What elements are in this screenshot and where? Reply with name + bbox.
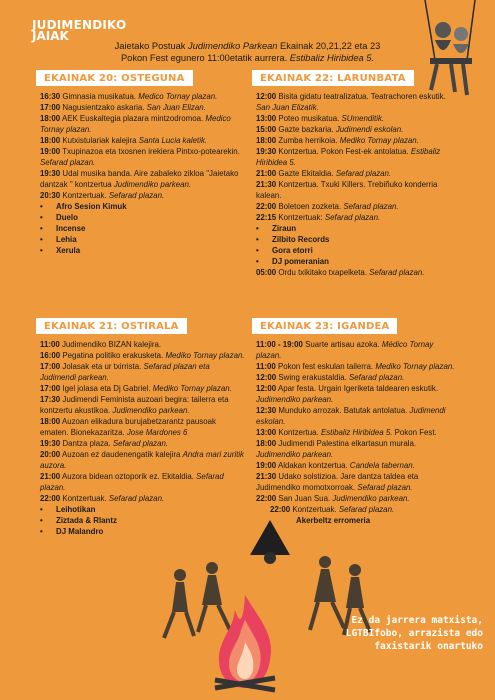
- schedule-event: [40, 471, 245, 493]
- band-item: [40, 245, 245, 256]
- event-description: Kontzertua. Pokon Fest-ek antolatua.: [276, 147, 411, 156]
- event-location: SUmenditik.: [341, 114, 385, 123]
- event-description: Kontzertuak.: [60, 191, 109, 200]
- event-time: 13:00: [256, 428, 277, 437]
- band-item: [40, 234, 245, 245]
- logo-line-2: JAIAK: [32, 29, 69, 44]
- event-time: 17:00: [40, 362, 61, 371]
- schedule-event: [256, 146, 456, 168]
- event-description: Jolasak eta ur txirrista.: [60, 362, 144, 371]
- event-location: San Juan Elizan.: [146, 103, 206, 112]
- bullet-icon: •: [40, 505, 43, 514]
- event-time: 21:00: [256, 169, 277, 178]
- band-name: Duelo: [56, 213, 78, 222]
- event-location: Mediko Tornay plazan.: [339, 136, 419, 145]
- event-time: 12:30: [256, 406, 277, 415]
- event-location: San Juan Elizatik.: [256, 103, 319, 112]
- event-location: Santa Lucia kaletik.: [138, 136, 208, 145]
- band-name: Leihotikan: [56, 505, 96, 514]
- bullet-icon: •: [40, 246, 43, 255]
- event-time: 20:30: [40, 191, 61, 200]
- event-location: Candela tabernan.: [349, 461, 415, 470]
- schedule-event: [40, 361, 245, 383]
- schedule-event: [256, 427, 456, 438]
- event-location: Medico Tornay plazan.: [138, 92, 218, 101]
- event-time: 22:15: [256, 213, 277, 222]
- event-description: Auzoan ez daudenengatik kalejira: [60, 450, 183, 459]
- schedule-event: [40, 350, 245, 361]
- event-description: Judimendi Feminista auzoari begira: tailerra eta kontzertu akustikoa.: [40, 395, 229, 415]
- event-time: 22:00: [40, 494, 61, 503]
- schedule-event: [40, 416, 245, 438]
- event-location: Sefarad plazan.: [349, 373, 405, 382]
- event-time: 17:00: [40, 103, 61, 112]
- schedule-event: [40, 135, 245, 146]
- day-title: EKAINAK 22: LARUNBATA: [252, 70, 414, 86]
- event-description: Gazte bazkaria.: [276, 125, 336, 134]
- event-location: Medico Tornay plazan.: [40, 114, 231, 134]
- schedule-event: [40, 146, 245, 168]
- code-of-conduct-notice: Ez da jarrera matxista, LGTBIfobo, arrazista edo faxistarik onartuko: [345, 615, 483, 652]
- event-time: 19:00: [256, 461, 277, 470]
- event-description: Txupinazoa eta txosnen irekiera Pintxo-potearekin.: [60, 147, 240, 156]
- event-location: Sefarad plazan.: [357, 483, 413, 492]
- bullet-icon: •: [40, 202, 43, 211]
- day-title: EKAINAK 21: OSTIRALA: [36, 318, 187, 334]
- band-name: Incense: [56, 224, 86, 233]
- event-description: Poteo musikatua.: [276, 114, 342, 123]
- schedule-event: [256, 267, 456, 278]
- event-description: AEK Euskaltegia plazara mintzodromoa.: [60, 114, 206, 123]
- bullet-icon: •: [256, 224, 259, 233]
- event-description: Suarte artisau azoka.: [302, 340, 382, 349]
- event-time: 18:00: [40, 136, 61, 145]
- event-time: 11:00: [40, 340, 60, 349]
- event-time: 05:00: [256, 268, 277, 277]
- event-time: 21:00: [40, 472, 61, 481]
- schedule-event: [256, 124, 456, 135]
- band-name: Zilbito Records: [272, 235, 330, 244]
- schedule-event: [256, 179, 456, 201]
- day-section-sunday: [256, 318, 456, 526]
- event-description: Kontzertuak.: [60, 494, 109, 503]
- event-time: 18:00: [40, 417, 61, 426]
- event-location: Mediko Tornay plazan.: [375, 362, 455, 371]
- bullet-icon: •: [40, 235, 43, 244]
- schedule-event: [40, 190, 245, 201]
- event-description: Kontzertuak:: [276, 213, 325, 222]
- event-location: Sefarad plazan.: [343, 202, 399, 211]
- header: [0, 40, 495, 64]
- event-time: 21:30: [256, 180, 277, 189]
- band-name: Ziztada & Rlantz: [56, 516, 117, 525]
- band-name: Xerula: [56, 246, 81, 255]
- event-location: Judimendiko parkean.: [332, 494, 410, 503]
- event-time: 18:00: [256, 136, 277, 145]
- event-description: Munduko arrozak. Batutak antolatua.: [276, 406, 410, 415]
- event-location: Sefarad plazan.: [40, 472, 224, 492]
- band-item: [256, 234, 456, 245]
- band-item: [40, 223, 245, 234]
- event-description: Kontzertua. Txuki Killers. Trebiñuko konderria kalean.: [256, 180, 438, 200]
- band-name: Afro Sesion Kimuk: [56, 202, 127, 211]
- schedule-event: [256, 438, 456, 460]
- event-description: San Juan Sua.: [276, 494, 333, 503]
- event-description: Swing erakustaldia.: [276, 373, 349, 382]
- event-location: Judimendiko parkean.: [113, 180, 192, 189]
- bullet-icon: •: [40, 224, 43, 233]
- day-title: EKAINAK 20: OSTEGUNA: [36, 70, 193, 86]
- event-location: Sefarad plazan.: [338, 505, 395, 514]
- event-description: Gimnasia musikatua.: [60, 92, 139, 101]
- event-time: 11:00: [256, 362, 276, 371]
- event-description: Auzora bidean oztoporik ez. Ekitaldia.: [60, 472, 197, 481]
- event-location: Médico Tornay plazan.: [256, 340, 434, 360]
- event-location: Andra mari zuritik auzora.: [40, 450, 244, 470]
- schedule-event: [40, 438, 245, 449]
- bullet-icon: •: [40, 213, 43, 222]
- event-location: Judimendiko parkean.: [112, 406, 190, 415]
- event-description: Boletoen zozketa.: [276, 202, 344, 211]
- schedule-event: [40, 91, 245, 102]
- event-location: Judimendiko parkean.: [256, 450, 334, 459]
- band-name: DJ Malandro: [56, 527, 104, 536]
- event-location: Judimendi eskolan.: [256, 406, 446, 426]
- event-description: Aldakan kontzertua.: [276, 461, 350, 470]
- event-time: 12:00: [256, 384, 277, 393]
- event-location: Sefarad plazan.: [40, 158, 96, 167]
- event-location: Mediko Tornay plazan.: [152, 384, 232, 393]
- event-time: 17:30: [40, 395, 61, 404]
- event-time: 19:00: [40, 147, 61, 156]
- schedule-event: [256, 460, 456, 471]
- schedule-event: [256, 135, 456, 146]
- event-location: Judimendiko parkean.: [256, 395, 334, 404]
- schedule-event: [256, 504, 456, 515]
- event-time: 21:30: [256, 472, 277, 481]
- band-name: Lehia: [56, 235, 77, 244]
- event-time: 16:00: [40, 351, 61, 360]
- event-time: 22:00: [256, 494, 277, 503]
- event-time: 15:00: [256, 125, 277, 134]
- schedule-event: [40, 102, 245, 113]
- event-description: Kontzertuak.: [290, 505, 339, 514]
- event-time: 12:00: [256, 92, 277, 101]
- bullet-icon: •: [256, 235, 259, 244]
- event-description: Pokon fest eskulan tailerra.: [275, 362, 376, 371]
- event-location: Sefarad plazan.: [369, 268, 425, 277]
- event-location: Estibaliz Hiribidea 5.: [256, 147, 441, 167]
- schedule-event: [40, 493, 245, 504]
- event-description: Auzoan elikadura burujabetzarantz pausoak ematen. Bionekazaritza.: [40, 417, 216, 437]
- event-time: 20:00: [40, 450, 61, 459]
- event-time: 16:30: [40, 92, 61, 101]
- event-time: 17:00: [40, 384, 61, 393]
- event-location: Mediko Tornay plazan.: [165, 351, 245, 360]
- event-time: 18:00: [40, 114, 61, 123]
- event-location: Estibaliz Hiribidea 5.: [320, 428, 393, 437]
- schedule-event: [40, 383, 245, 394]
- schedule-event: [40, 339, 245, 350]
- event-description-tail: Pokon Fest.: [392, 428, 437, 437]
- day-title: EKAINAK 23: IGANDEA: [252, 318, 397, 334]
- header-line-1: Jaietako Postuak Judimendiko Parkean Ekainak 20,21,22 eta 23: [114, 41, 381, 51]
- event-location: Sefarad plazan.: [108, 494, 165, 503]
- event-location: Jose Mardones 6: [126, 428, 188, 437]
- schedule-event: [256, 91, 456, 113]
- band-item: [256, 223, 456, 234]
- event-time: 11:00 - 19:00: [256, 340, 303, 349]
- event-description: Pegatina politiko erakusketa.: [60, 351, 166, 360]
- schedule-event: [256, 471, 456, 493]
- event-description: Zumba herrikoia.: [276, 136, 340, 145]
- event-time: 19:30: [40, 439, 61, 448]
- bullet-icon: •: [40, 516, 43, 525]
- bullet-icon: •: [256, 257, 259, 266]
- event-description: Kutxistulariak kalejira: [60, 136, 139, 145]
- event-time: 22:00: [256, 202, 277, 211]
- schedule-event: [256, 405, 456, 427]
- band-item: [40, 212, 245, 223]
- event-description: Ordu txikitako txapelketa.: [276, 268, 370, 277]
- event-description: Udal musika banda. Aire zabaleko zikloa "Jaietako dantzak " kontzertua: [40, 169, 239, 189]
- band-name: DJ pomeranian: [272, 257, 330, 266]
- day-section-thursday: [40, 70, 245, 256]
- event-description: Judimendiko BIZAN kalejira.: [59, 340, 162, 349]
- event-location: Sefarad plazan eta Judimendi parkean.: [40, 362, 210, 382]
- band-item: [40, 504, 245, 515]
- event-description: Udako solstizioa. Jare dantza taldea eta Judimendiko momotxorroak.: [256, 472, 419, 492]
- event-description: Dantza plaza.: [60, 439, 113, 448]
- schedule-event: [256, 168, 456, 179]
- schedule-event: [256, 212, 456, 223]
- event-location: Sefarad plazan.: [112, 439, 169, 448]
- logo-line-1: JUDIMENDIKO: [32, 18, 127, 32]
- event-description: Kontzertua.: [276, 428, 321, 437]
- schedule-event: [40, 168, 245, 190]
- event-description: Igel jolasa eta Dj Gabriel.: [60, 384, 153, 393]
- band-name: Akerbeltz erromeria: [296, 516, 371, 525]
- event-time: 22:00: [270, 505, 291, 514]
- schedule-event: [40, 449, 245, 471]
- band-item: [40, 201, 245, 212]
- bonfire-illustration: [205, 590, 285, 695]
- event-time: 19:30: [256, 147, 277, 156]
- event-description: Judimendi Palestina elkartasun murala.: [276, 439, 417, 448]
- event-description: Bisita gidatu teatralizatua. Teatrachoren eskutik.: [276, 92, 446, 101]
- schedule-event: [256, 339, 456, 361]
- band-item: [256, 256, 456, 267]
- event-location: Sefarad plazan.: [335, 169, 392, 178]
- schedule-event: [256, 361, 456, 372]
- day-section-saturday: [256, 70, 456, 278]
- schedule-event: [256, 493, 456, 504]
- day-section-friday: [40, 318, 245, 537]
- band-item: [256, 245, 456, 256]
- schedule-event: [256, 113, 456, 124]
- event-time: 12:00: [256, 373, 277, 382]
- band-name: Gora etorri: [272, 246, 313, 255]
- event-location: Sefarad plazan.: [108, 191, 165, 200]
- event-time: 19:30: [40, 169, 61, 178]
- bullet-icon: •: [40, 527, 43, 536]
- event-description: Gazte Ekitaldia.: [276, 169, 336, 178]
- event-time: 18:00: [256, 439, 277, 448]
- schedule-event: [256, 383, 456, 405]
- event-location: Sefarad plazan.: [324, 213, 381, 222]
- schedule-event: [256, 201, 456, 212]
- bullet-icon: •: [256, 246, 259, 255]
- header-line-2: Pokon Fest egunero 11:00etatik aurrera. Estibaliz Hiribidea 5.: [120, 53, 375, 63]
- event-description: Apar festa. Urgain Igeriketa taldearen eskutik.: [276, 384, 439, 393]
- schedule-event: [256, 372, 456, 383]
- event-description: Nagusientzako askaria.: [60, 103, 147, 112]
- event-time: 13:00: [256, 114, 277, 123]
- schedule-event: [40, 394, 245, 416]
- schedule-event: [40, 113, 245, 135]
- band-name: Ziraun: [272, 224, 297, 233]
- event-location: Judimendi eskolan.: [335, 125, 404, 134]
